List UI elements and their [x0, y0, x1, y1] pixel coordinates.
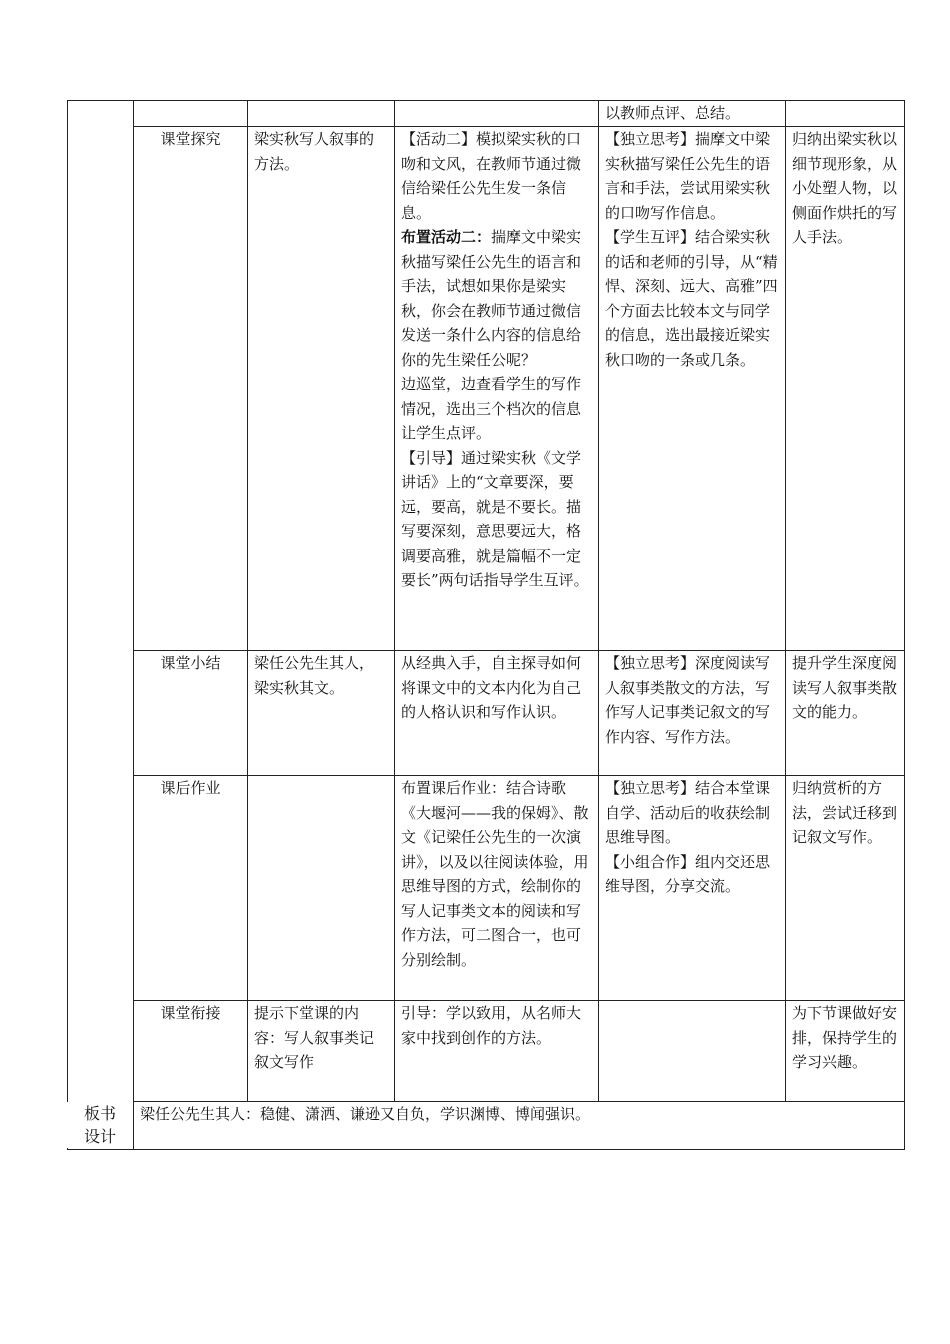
- lesson-plan-table: [67, 100, 905, 1150]
- board-label-line2: 设计: [83, 1127, 116, 1146]
- teacher-activity-text: 边巡堂，边查看学生的写作情况，选出三个档次的信息让学生点评。: [401, 375, 582, 442]
- student-activity-text: 【小组合作】组内交还思维导图，分享交流。: [605, 852, 771, 895]
- left-margin-cell: [68, 101, 134, 1150]
- content-cell-inquiry: 梁实秋写人叙事的方法。: [248, 127, 395, 651]
- design-intent-cell-homework: 归纳赏析的方法，尝试迁移到记叙文写作。: [786, 776, 905, 1001]
- design-intent-cell: [786, 101, 905, 127]
- teacher-activity-text: 【活动二】模拟梁实秋的口吻和文风，在教师节通过微信给梁任公先生发一条信息。: [401, 130, 582, 222]
- teacher-activity-cell-summary: [395, 651, 599, 776]
- stage-cell: [134, 101, 248, 127]
- student-activity-cell-homework: [599, 776, 786, 1001]
- board-design-content: 梁任公先生其人：稳健、潇洒、谦逊又自负，学识渊博、博闻强识。: [134, 1102, 905, 1150]
- student-activity-text: 【独立思考】结合本堂课自学、活动后的收获绘制思维导图。: [605, 779, 771, 846]
- table-row-homework: [68, 776, 905, 1001]
- student-activity-text: 以教师点评、总结。: [605, 104, 741, 122]
- stage-cell-transition: 课堂衔接: [134, 1001, 248, 1102]
- teacher-activity-cell-homework: [395, 776, 599, 1001]
- table-row-transition: [68, 1001, 905, 1102]
- teacher-activity-cell: [395, 101, 599, 127]
- student-activity-text: 【独立思考】深度阅读写人叙事类散文的方法，写作写人记事类记叙文的写作内容、写作方法。: [605, 654, 771, 746]
- teacher-activity-text: 布置活动二：揣摩文中梁实秋描写梁任公先生的语言和手法，试想如果你是梁实秋，你会在教师节通过微信发送一条什么内容的信息给你的先生梁任公呢？: [401, 228, 582, 369]
- content-cell-summary: 梁任公先生其人，梁实秋其文。: [248, 651, 395, 776]
- table-row-inquiry: [68, 127, 905, 651]
- teacher-activity-text: 【引导】通过梁实秋《文学讲话》上的“文章要深，要远，要高，就是不要长。描写要深刻，意思要远大，格调要高雅，就是篇幅不一定要长”两句话指导学生互评。: [401, 448, 589, 589]
- teacher-activity-cell-transition: [395, 1001, 599, 1102]
- student-activity-cell-transition: [599, 1001, 786, 1102]
- student-activity-cell: [599, 101, 786, 127]
- student-activity-cell-summary: [599, 651, 786, 776]
- student-activity-cell-inquiry: [599, 127, 786, 651]
- teacher-activity-lead: 布置活动二：: [401, 228, 492, 246]
- teacher-activity-text: 布置课后作业：结合诗歌《大堰河——我的保姆》、散文《记梁任公先生的一次演讲》，以及以往阅读体验，用思维导图的方式，绘制你的写人记事类文本的阅读和写作方法，可二图合一，也可分别绘制。: [401, 779, 589, 969]
- table-row-board: [68, 1102, 905, 1150]
- content-cell-transition: 提示下堂课的内容：写人叙事类记叙文写作: [248, 1001, 395, 1102]
- student-activity-text: 【独立思考】揣摩文中梁实秋描写梁任公先生的语言和手法，尝试用梁实秋的口吻写作信息。: [605, 130, 771, 222]
- design-intent-cell-inquiry: 归纳出梁实秋以细节现形象，从小处塑人物，以侧面作烘托的写人手法。: [786, 127, 905, 651]
- teacher-activity-cell-inquiry: [395, 127, 599, 651]
- board-label-line1: 板书: [83, 1104, 116, 1123]
- design-intent-cell-summary: 提升学生深度阅读写人叙事类散文的能力。: [786, 651, 905, 776]
- stage-cell-inquiry: 课堂探究: [134, 127, 248, 651]
- content-cell-homework: [248, 776, 395, 1001]
- stage-cell-summary: 课堂小结: [134, 651, 248, 776]
- design-intent-cell-transition: 为下节课做好安排，保持学生的学习兴趣。: [786, 1001, 905, 1102]
- table-row-continuation: [68, 101, 905, 127]
- student-activity-text: 【学生互评】结合梁实秋的话和老师的引导，从“精悍、深刻、远大、高雅”四个方面去比较本文与同学的信息，选出最接近梁实秋口吻的一条或几条。: [605, 228, 778, 369]
- content-cell: [248, 101, 395, 127]
- teacher-activity-text: 引导：学以致用，从名师大家中找到创作的方法。: [401, 1004, 582, 1047]
- stage-cell-homework: 课后作业: [134, 776, 248, 1001]
- table-row-summary: [68, 651, 905, 776]
- board-design-label: [67, 1102, 133, 1148]
- teacher-activity-text: 从经典入手，自主探寻如何将课文中的文本内化为自己的人格认识和写作认识。: [401, 654, 582, 721]
